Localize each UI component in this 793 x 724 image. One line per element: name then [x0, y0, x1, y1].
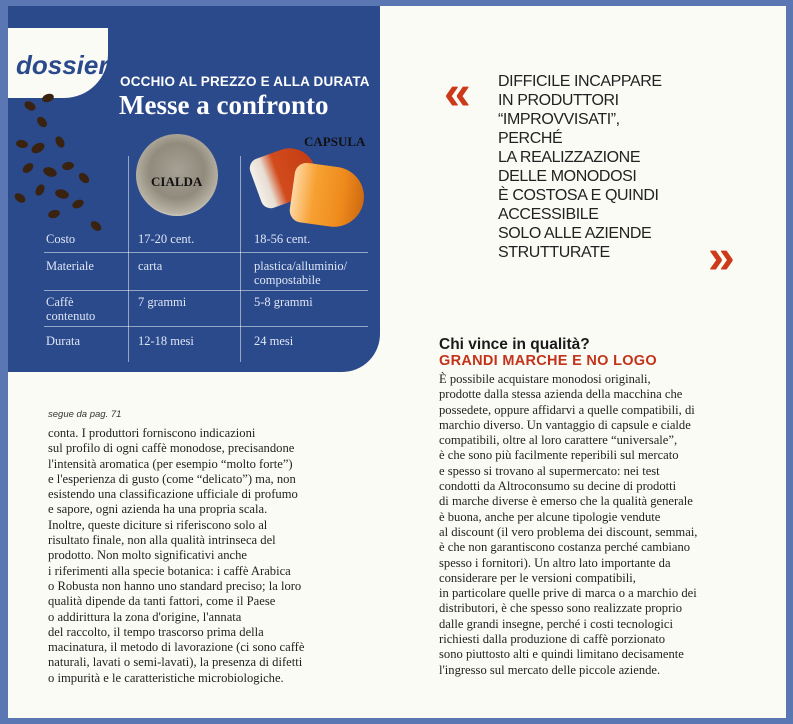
quote-line: IN PRODUTTORI	[498, 92, 619, 109]
quote-close-mark: »	[708, 231, 735, 284]
right-article-body: È possibile acquistare monodosi originali, prodotte dalla stessa azienda della macchina che possedete, oppure affidarvi a quelle compatibili, di marchio diverso. Un vantaggio di capsule e cialde compatibili, oltre al loro carattere “universale”, è che sono più facilmente reperibili sul mercato e spesso si trovano al supermercato: nei test condotti da Altroconsumo su decine di prodotti di marche diverse è emerso che la qualità generale è buona, anche per alcune tipologie vendute al discount (il vero problema dei discount, semmai, è che non garantiscono costanza perché cambiano spesso i fornitori). Un altro lato importante da considerare per le versioni compatibili, in particolare quelle prive di marca o a marchio dei distributori, è che spesso sono realizzate proprio dalle grandi insegne, perché i costi tecnologici richiesti dalla produzione di caffè porzionato sono piuttosto alti e quindi limitano decisamente l'ingresso sul mercato delle piccole aziende.	[439, 372, 698, 677]
quote-line: PERCHÉ	[498, 130, 563, 147]
row-label: Costo	[46, 232, 76, 246]
left-article-body: conta. I produttori forniscono indicazioni sul profilo di ogni caffè monodose, precisandone l'intensità aromatica (per esempio “molto forte”) e l'esperienza di gusto (come “delicato”) ma, non esistendo una classificazione ufficiale di profumo e sapore, ogni azienda ha una propria scala. Inoltre, queste diciture si riferiscono solo al risultato finale, non alla qualità intrinseca del prodotto. Non molto significativi anche i riferimenti alla specie botanica: i caffè Arabica o Robusta non hanno uno standard preciso; la loro qualità dipende da tanti fattori, come il Paese o addirittura la zona d'origine, l'annata del raccolto, il tempo trascorso prima della macinatura, il metodo di lavorazione (ci sono caffè naturali, lavati o semi-lavati), la presenza di difetti o impurità e le caratteristiche microbiologiche.	[48, 426, 305, 685]
quote-line: “IMPROVVISATI”,	[498, 111, 620, 128]
capsula-value: 5-8 grammi	[254, 295, 313, 309]
quote-line: DIFFICILE INCAPPARE	[498, 73, 662, 90]
magazine-page	[8, 6, 786, 718]
capsula-value: 24 mesi	[254, 334, 294, 348]
capsula-value: plastica/alluminio/ compostabile	[254, 259, 348, 287]
quote-open-mark: «	[444, 67, 471, 120]
table-divider	[240, 156, 241, 362]
row-label: Materiale	[46, 259, 94, 273]
capsula-label: CAPSULA	[304, 134, 366, 149]
pull-quote	[498, 72, 708, 262]
article-heading: Chi vince in qualità?	[439, 336, 590, 353]
quote-line: STRUTTURATE	[498, 244, 610, 261]
box-title: Messe a confronto	[119, 90, 329, 120]
cialda-value: 17-20 cent.	[138, 232, 195, 246]
table-rule	[44, 290, 368, 291]
quote-line: ACCESSIBILE	[498, 206, 599, 223]
row-label: Caffè contenuto	[46, 295, 96, 323]
table-rule	[44, 326, 368, 327]
cialda-value: 12-18 mesi	[138, 334, 194, 348]
quote-line: LA REALIZZAZIONE	[498, 149, 641, 166]
quote-line: È COSTOSA E QUINDI	[498, 187, 659, 204]
section-label: dossier	[16, 50, 109, 80]
quote-line: DELLE MONODOSI	[498, 168, 637, 185]
article-subheading: GRANDI MARCHE E NO LOGO	[439, 353, 657, 369]
capsula-value: 18-56 cent.	[254, 232, 311, 246]
row-label: Durata	[46, 334, 81, 348]
table-rule	[44, 252, 368, 253]
cialda-value: 7 grammi	[138, 295, 187, 309]
table-divider	[128, 156, 129, 362]
cialda-value: carta	[138, 259, 163, 273]
cialda-label: CIALDA	[151, 174, 203, 189]
box-kicker: OCCHIO AL PREZZO E ALLA DURATA	[120, 74, 370, 89]
continued-from: segue da pag. 71	[48, 409, 122, 420]
coffee-beans-image	[8, 86, 118, 256]
quote-line: SOLO ALLE AZIENDE	[498, 225, 652, 242]
